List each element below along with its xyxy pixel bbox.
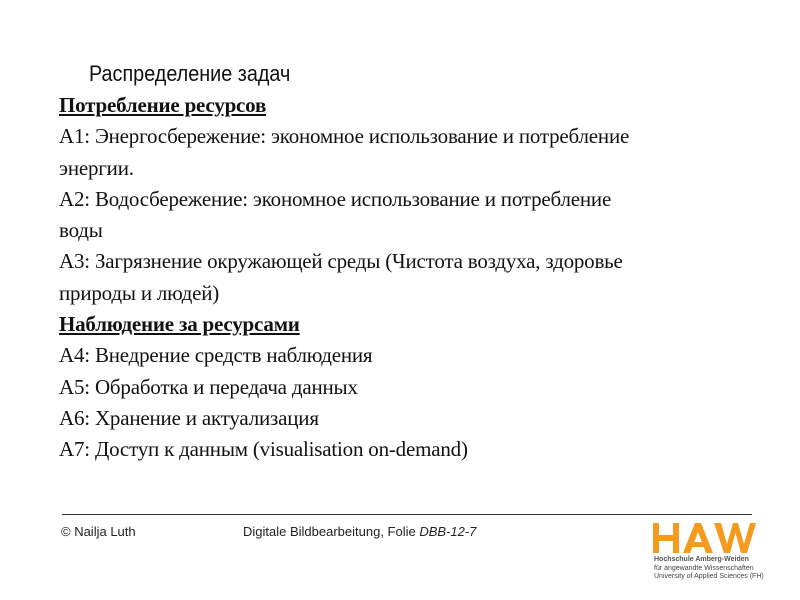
slide-title: Распределение задач <box>89 61 291 86</box>
logo-caption <box>654 556 764 582</box>
task-a3-line-2: природы и людей) <box>59 280 220 305</box>
task-a7: A7: Доступ к данным (visualisation on-demand) <box>59 437 468 462</box>
footer-slide-id: DBB-12-7 <box>419 524 477 539</box>
footer-course-text: Digitale Bildbearbeitung, Folie <box>243 524 420 539</box>
logo-line-1: Hochschule Amberg-Weiden <box>654 556 749 563</box>
task-a1-line-2: энергии. <box>59 155 134 180</box>
logo-line-3: University of Applied Sciences (FH) <box>654 573 764 580</box>
footer-author: © Nailja Luth <box>61 524 136 539</box>
task-a3-line-1: A3: Загрязнение окружающей среды (Чистота воздуха, здоровье <box>59 249 623 274</box>
task-a5: A5: Обработка и передача данных <box>59 374 358 399</box>
task-a2-line-1: A2: Водосбережение: экономное использование и потребление <box>59 186 612 211</box>
logo-line-2: für angewandte Wissenschaften <box>654 564 754 572</box>
section-heading-consumption: Потребление ресурсов <box>59 93 267 117</box>
footer-divider <box>62 514 752 515</box>
task-a4: A4: Внедрение средств наблюдения <box>59 343 373 368</box>
haw-logo-icon <box>652 521 756 555</box>
section-heading-monitoring: Наблюдение за ресурсами <box>59 312 300 337</box>
slide-body <box>59 90 759 466</box>
footer-course <box>243 524 476 539</box>
task-a1-line-1: A1: Энергосбережение: экономное использование и потребление <box>59 124 630 149</box>
task-a2-line-2: воды <box>59 218 103 243</box>
haw-logo <box>652 521 762 587</box>
task-a6: A6: Хранение и актуализация <box>59 405 319 430</box>
